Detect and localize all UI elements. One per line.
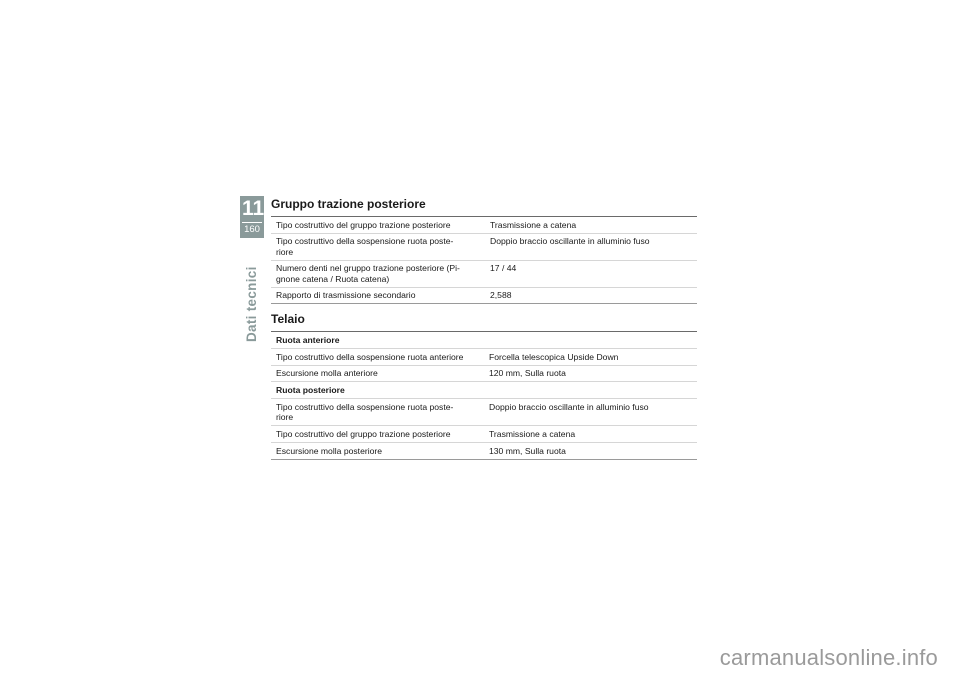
- table-row: [271, 287, 697, 304]
- watermark: carmanualsonline.info: [719, 645, 938, 670]
- spec-label: Numero denti nel gruppo trazione posteriore (Pi- gnone catena / Ruota catena): [271, 260, 485, 287]
- spec-table-chassis: [271, 331, 697, 459]
- subsection-header-rear-wheel: [271, 382, 697, 399]
- spec-label: Rapporto di trasmissione secondario: [271, 287, 485, 304]
- spec-value: 2,588: [485, 287, 697, 304]
- spec-value: 120 mm, Sulla ruota: [484, 365, 697, 382]
- subsection-title: Ruota anteriore: [271, 332, 697, 349]
- spec-label: Tipo costruttivo del gruppo trazione posteriore: [271, 426, 484, 443]
- spec-value: Doppio braccio oscillante in alluminio fuso: [485, 233, 697, 260]
- chapter-number: 11: [242, 196, 262, 223]
- spec-value: Forcella telescopica Upside Down: [484, 349, 697, 366]
- spec-value: Trasmissione a catena: [485, 217, 697, 234]
- table-row: [271, 365, 697, 382]
- chapter-title: Dati tecnici: [244, 266, 259, 342]
- spec-label: Tipo costruttivo del gruppo trazione posteriore: [271, 217, 485, 234]
- chapter-tab: [240, 196, 264, 238]
- spec-value: 17 / 44: [485, 260, 697, 287]
- spec-label: Escursione molla posteriore: [271, 442, 484, 459]
- spec-value: Trasmissione a catena: [484, 426, 697, 443]
- subsection-title: Ruota posteriore: [271, 382, 697, 399]
- table-row: [271, 442, 697, 459]
- table-row: [271, 399, 697, 426]
- table-row: [271, 233, 697, 260]
- spec-label: Tipo costruttivo della sospensione ruota anteriore: [271, 349, 484, 366]
- spec-label: Tipo costruttivo della sospensione ruota poste- riore: [271, 233, 485, 260]
- spec-value: 130 mm, Sulla ruota: [484, 442, 697, 459]
- table-row: [271, 260, 697, 287]
- section-title-chassis: Telaio: [271, 312, 305, 327]
- page-content: [271, 197, 697, 460]
- spec-label: Escursione molla anteriore: [271, 365, 484, 382]
- table-row: [271, 426, 697, 443]
- section-title-rear-drive: Gruppo trazione posteriore: [271, 197, 426, 211]
- page-number: 160: [244, 224, 260, 235]
- table-row: [271, 217, 697, 234]
- spec-value: Doppio braccio oscillante in alluminio fuso: [484, 399, 697, 426]
- table-row: [271, 349, 697, 366]
- spec-label: Tipo costruttivo della sospensione ruota poste- riore: [271, 399, 484, 426]
- spec-table-rear-drive: [271, 216, 697, 304]
- subsection-header-front-wheel: [271, 332, 697, 349]
